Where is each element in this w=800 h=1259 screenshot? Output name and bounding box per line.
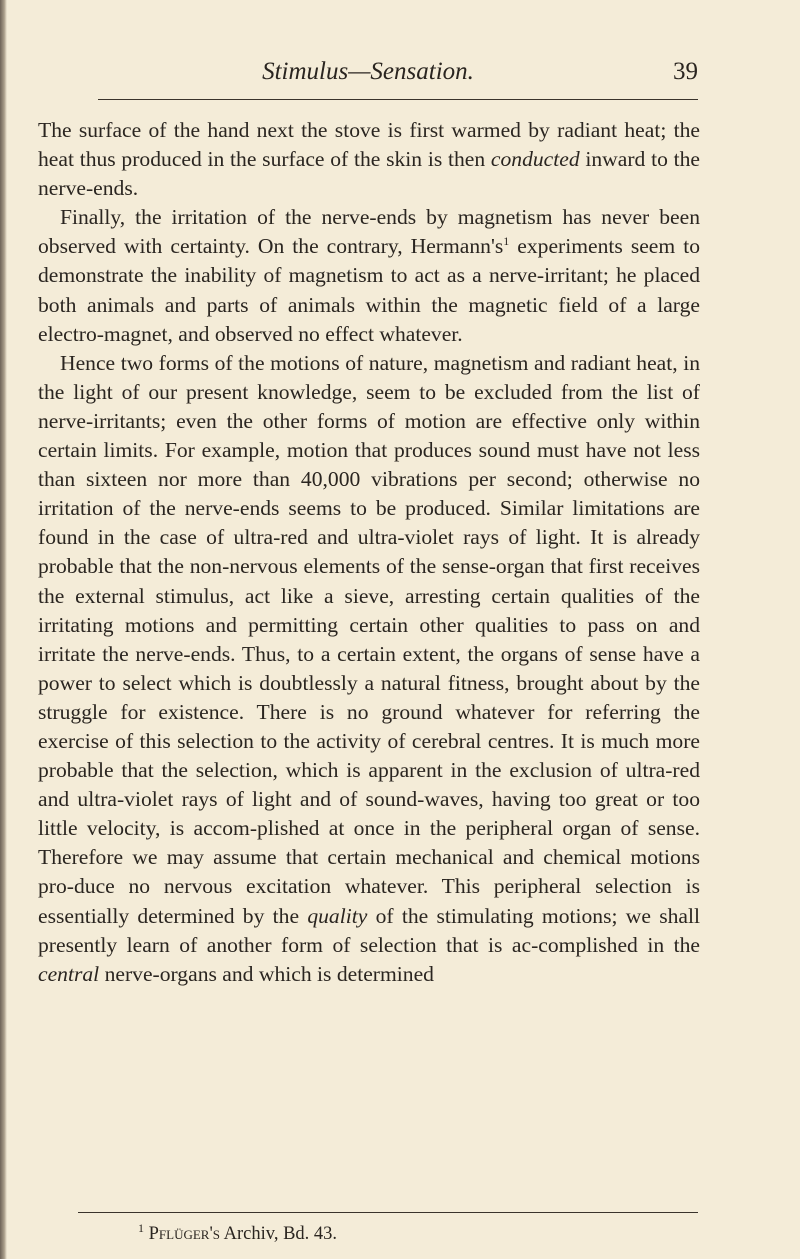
text-run: nerve-organs and which is determined: [99, 961, 434, 986]
text-run: The surface of the hand next the stove is first warmed by radiant heat; the heat thus produced in the surface of the skin is then: [38, 118, 700, 172]
footnote-reference: 1: [503, 234, 510, 249]
footnote-source: Archiv, Bd. 43.: [220, 1224, 338, 1244]
text-run: inward to the nerve-ends.: [38, 147, 700, 201]
header-rule: [98, 99, 698, 100]
italic-text: central: [38, 961, 100, 986]
running-title: Stimulus—Sensation.: [262, 58, 474, 85]
text-run: Hence two forms of the motions of nature, magnetism and radiant heat, in the light of our present knowledge, seem to be excluded from the list of nerve-irritants; even the other forms of motion are effective only within certain limits. For example, motion that produces sound must have not less than sixteen nor more than 40,000 vibrations per second; otherwise no irritation of the nerve-ends seems to be produced. Similar limitations are found in the case of ultra-red and ultra-violet rays of light. It is already probable that the non-nervous elements of the sense-organ that first receives the external stimulus, act like a sieve, arresting certain qualities of the irritating motions and permitting certain other qualities to pass on and irritate the nerve-ends. Thus, to a certain extent, the organs of sense have a power to select which is doubtlessly a natural fitness, brought about by the struggle for existence. There is no ground whatever for referring the exercise of this selection to the activity of cerebral centres. It is much more probable that the selection, which is apparent in the exclusion of ultra-red and ultra-violet rays of light and of sound-waves, having too great or too little velocity, is accom-plished at once in the peripheral organ of sense. Therefore we may assume that certain mechanical and chemical motions pro-duce no nervous excitation whatever. This peripheral selection is essentially determined by the: [38, 350, 700, 928]
text-run: experiments seem to demonstrate the inability of magnetism to act as a nerve-irritant; he placed both animals and parts of animals within the magnetic field of a large electro-magnet, and observed no effect whatever.: [38, 234, 700, 346]
italic-text: conducted: [490, 147, 580, 172]
text-run: Finally, the irritation of the nerve-ends by magnetism has never been observed with certainty. On the contrary, Hermann's: [38, 205, 700, 259]
paragraph: [38, 116, 700, 203]
paragraph: [38, 349, 700, 989]
footnote-marker: 1: [138, 1220, 144, 1235]
text-run: of the stimulating motions; we shall presently learn of another form of selection that is ac-complished in the: [38, 903, 700, 957]
book-page: [38, 0, 738, 1259]
body-text: [38, 116, 700, 989]
italic-text: quality: [307, 903, 368, 928]
footnote-rule: [78, 1212, 698, 1213]
page-number: 39: [673, 58, 698, 85]
page-header: [38, 58, 698, 94]
footnote-author: Pflüger's: [148, 1224, 221, 1244]
footnote: [138, 1220, 338, 1245]
paragraph: [38, 203, 700, 348]
page-binding-edge: [0, 0, 7, 1259]
